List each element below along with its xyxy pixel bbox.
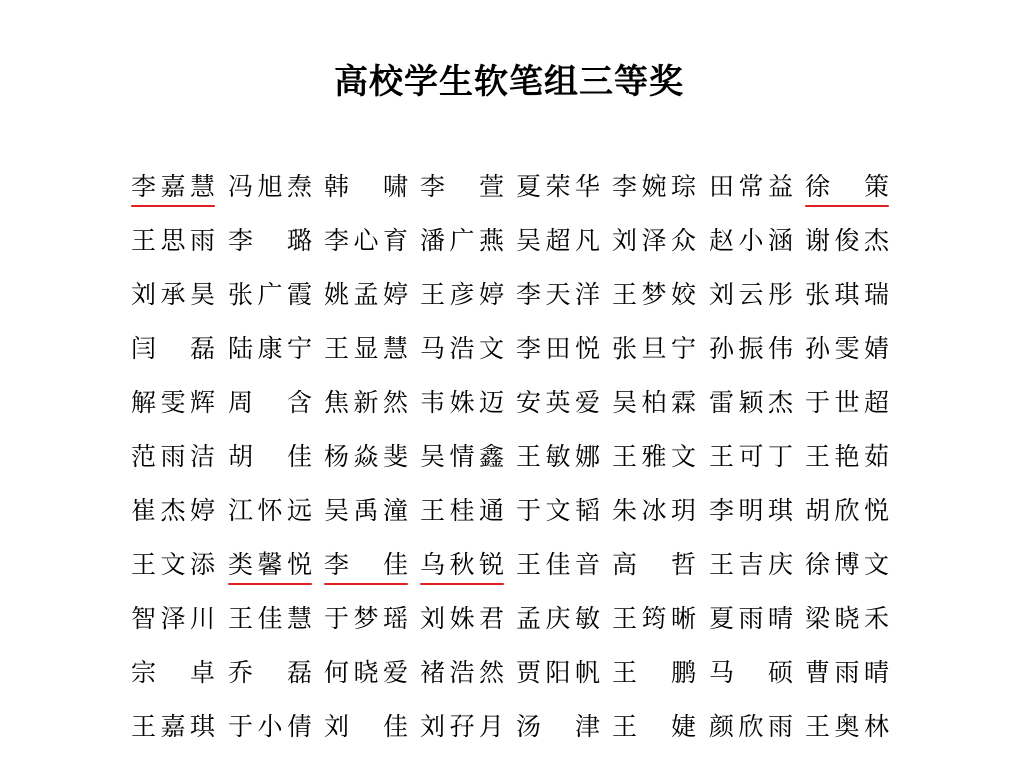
name-entry (324, 268, 408, 322)
name-entry (420, 214, 504, 268)
name-text: 韩 啸 (324, 172, 408, 201)
award-names-list (131, 160, 901, 754)
name-row (131, 646, 901, 700)
name-text: 张广霞 (228, 280, 312, 309)
name-text: 王佳慧 (228, 604, 312, 633)
name-entry (805, 646, 889, 700)
name-entry (709, 484, 793, 538)
name-text: 王奥林 (805, 712, 889, 741)
name-text: 吴禹潼 (324, 496, 408, 525)
name-text: 田常益 (709, 172, 793, 201)
name-entry (228, 484, 312, 538)
name-text: 于小倩 (228, 712, 312, 741)
name-entry (805, 538, 889, 592)
name-entry (324, 322, 408, 376)
name-text: 李心育 (324, 226, 408, 255)
name-text: 李 萱 (420, 172, 504, 201)
name-entry (709, 376, 793, 430)
name-entry-underlined (420, 538, 504, 592)
name-text: 李田悦 (516, 334, 600, 363)
name-text: 马 硕 (709, 658, 793, 687)
name-row (131, 700, 901, 754)
name-entry (420, 160, 504, 214)
name-text: 王思雨 (131, 226, 215, 255)
name-entry (612, 646, 696, 700)
name-entry (516, 484, 600, 538)
name-entry (420, 376, 504, 430)
name-text: 徐博文 (805, 550, 889, 579)
name-entry (805, 592, 889, 646)
name-entry (709, 160, 793, 214)
name-text: 王艳茹 (805, 442, 889, 471)
name-entry (420, 322, 504, 376)
name-text: 安英爱 (516, 388, 600, 417)
name-entry (709, 214, 793, 268)
name-text: 焦新然 (324, 388, 408, 417)
name-text: 宗 卓 (131, 658, 215, 687)
name-entry (420, 646, 504, 700)
name-entry (420, 430, 504, 484)
name-text: 贾阳帆 (516, 658, 600, 687)
name-text: 吴柏霖 (612, 388, 696, 417)
name-text: 刘泽众 (612, 226, 696, 255)
name-entry (228, 268, 312, 322)
name-text: 王雅文 (612, 442, 696, 471)
name-entry (420, 268, 504, 322)
name-row (131, 160, 901, 214)
name-entry (612, 538, 696, 592)
name-entry (612, 592, 696, 646)
name-row (131, 538, 901, 592)
name-entry (709, 322, 793, 376)
name-entry (131, 700, 215, 754)
name-entry (612, 322, 696, 376)
name-entry (612, 214, 696, 268)
name-entry (516, 700, 600, 754)
name-entry (805, 484, 889, 538)
name-entry (324, 484, 408, 538)
name-text: 谢俊杰 (805, 226, 889, 255)
name-entry (420, 592, 504, 646)
name-entry-underlined (324, 538, 408, 592)
document-title: 高校学生软笔组三等奖 (334, 62, 684, 102)
name-text: 于世超 (805, 388, 889, 417)
name-entry-underlined (131, 160, 215, 214)
name-text: 李嘉慧 (131, 160, 215, 214)
name-text: 潘广燕 (420, 226, 504, 255)
name-entry (324, 214, 408, 268)
name-row (131, 322, 901, 376)
name-text: 颜欣雨 (709, 712, 793, 741)
name-entry (228, 430, 312, 484)
name-entry (805, 430, 889, 484)
name-text: 类馨悦 (228, 538, 312, 592)
name-text: 雷颖杰 (709, 388, 793, 417)
name-entry (612, 430, 696, 484)
name-entry (709, 646, 793, 700)
name-entry (612, 160, 696, 214)
name-entry (131, 376, 215, 430)
name-entry (131, 592, 215, 646)
name-text: 李明琪 (709, 496, 793, 525)
name-entry (612, 700, 696, 754)
name-entry (324, 700, 408, 754)
name-entry (324, 160, 408, 214)
name-text: 王显慧 (324, 334, 408, 363)
name-entry (324, 430, 408, 484)
name-entry (516, 322, 600, 376)
name-text: 李婉琮 (612, 172, 696, 201)
name-text: 汤 津 (516, 712, 600, 741)
name-text: 朱冰玥 (612, 496, 696, 525)
name-entry (420, 484, 504, 538)
name-text: 韦姝迈 (420, 388, 504, 417)
name-text: 崔杰婷 (131, 496, 215, 525)
name-text: 孙振伟 (709, 334, 793, 363)
name-text: 乌秋锐 (420, 538, 504, 592)
name-entry (805, 700, 889, 754)
name-entry (805, 214, 889, 268)
name-text: 胡 佳 (228, 442, 312, 471)
name-text: 江怀远 (228, 496, 312, 525)
name-text: 刘 佳 (324, 712, 408, 741)
name-text: 王敏娜 (516, 442, 600, 471)
name-text: 王吉庆 (709, 550, 793, 579)
name-text: 褚浩然 (420, 658, 504, 687)
name-text: 智泽川 (131, 604, 215, 633)
name-text: 马浩文 (420, 334, 504, 363)
name-entry (612, 484, 696, 538)
name-text: 闫 磊 (131, 334, 215, 363)
name-entry (709, 700, 793, 754)
name-entry (709, 538, 793, 592)
name-text: 王嘉琪 (131, 712, 215, 741)
name-text: 梁晓禾 (805, 604, 889, 633)
name-row (131, 214, 901, 268)
name-text: 王梦姣 (612, 280, 696, 309)
name-entry-underlined (805, 160, 889, 214)
name-entry (420, 700, 504, 754)
name-text: 李 佳 (324, 538, 408, 592)
name-entry (228, 592, 312, 646)
name-entry (131, 430, 215, 484)
name-entry (709, 592, 793, 646)
name-entry (805, 268, 889, 322)
name-text: 李 璐 (228, 226, 312, 255)
name-text: 夏荣华 (516, 172, 600, 201)
name-entry (324, 646, 408, 700)
name-entry (612, 376, 696, 430)
name-text: 胡欣悦 (805, 496, 889, 525)
name-entry (228, 322, 312, 376)
name-entry (228, 214, 312, 268)
name-row (131, 592, 901, 646)
name-entry (228, 700, 312, 754)
name-text: 刘云彤 (709, 280, 793, 309)
name-entry (516, 160, 600, 214)
name-entry (516, 430, 600, 484)
name-entry (516, 592, 600, 646)
name-text: 王佳音 (516, 550, 600, 579)
name-entry (516, 214, 600, 268)
name-text: 高 哲 (612, 550, 696, 579)
name-entry (131, 646, 215, 700)
name-entry (324, 376, 408, 430)
name-text: 陆康宁 (228, 334, 312, 363)
name-entry (516, 268, 600, 322)
name-text: 赵小涵 (709, 226, 793, 255)
name-entry-underlined (228, 538, 312, 592)
name-entry (324, 592, 408, 646)
name-row (131, 484, 901, 538)
name-text: 王 婕 (612, 712, 696, 741)
name-text: 乔 磊 (228, 658, 312, 687)
name-text: 王 鹏 (612, 658, 696, 687)
name-entry (228, 376, 312, 430)
name-entry (612, 268, 696, 322)
name-text: 王文添 (131, 550, 215, 579)
name-text: 夏雨晴 (709, 604, 793, 633)
name-entry (709, 268, 793, 322)
name-text: 范雨洁 (131, 442, 215, 471)
name-entry (131, 538, 215, 592)
name-text: 徐 策 (805, 160, 889, 214)
name-text: 杨焱斐 (324, 442, 408, 471)
name-text: 解雯辉 (131, 388, 215, 417)
name-text: 张琪瑞 (805, 280, 889, 309)
name-text: 曹雨晴 (805, 658, 889, 687)
name-entry (228, 160, 312, 214)
name-text: 王彦婷 (420, 280, 504, 309)
name-row (131, 376, 901, 430)
name-text: 何晓爱 (324, 658, 408, 687)
name-text: 孟庆敏 (516, 604, 600, 633)
name-text: 周 含 (228, 388, 312, 417)
name-entry (228, 646, 312, 700)
name-entry (516, 376, 600, 430)
name-text: 王筠晰 (612, 604, 696, 633)
name-entry (516, 538, 600, 592)
name-entry (805, 376, 889, 430)
name-entry (131, 322, 215, 376)
name-text: 冯旭焘 (228, 172, 312, 201)
name-row (131, 430, 901, 484)
name-text: 刘承昊 (131, 280, 215, 309)
name-entry (131, 214, 215, 268)
name-text: 张旦宁 (612, 334, 696, 363)
name-entry (131, 484, 215, 538)
name-text: 于梦瑶 (324, 604, 408, 633)
name-row (131, 268, 901, 322)
name-entry (516, 646, 600, 700)
name-text: 吴情鑫 (420, 442, 504, 471)
name-text: 王桂通 (420, 496, 504, 525)
name-text: 王可丁 (709, 442, 793, 471)
name-text: 于文韬 (516, 496, 600, 525)
name-text: 姚孟婷 (324, 280, 408, 309)
name-text: 刘姝君 (420, 604, 504, 633)
name-entry (709, 430, 793, 484)
name-text: 李天洋 (516, 280, 600, 309)
name-entry (131, 268, 215, 322)
name-text: 刘孖月 (420, 712, 504, 741)
name-text: 孙雯婧 (805, 334, 889, 363)
name-text: 吴超凡 (516, 226, 600, 255)
name-entry (805, 322, 889, 376)
